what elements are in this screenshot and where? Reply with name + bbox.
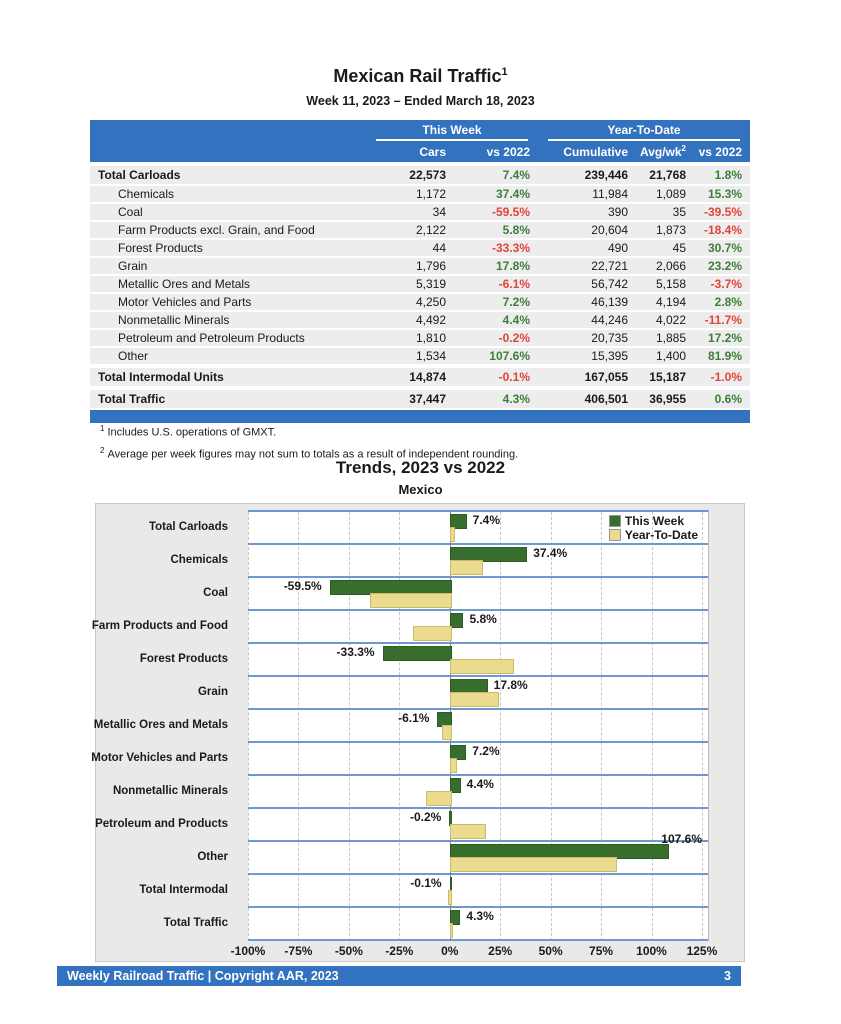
table-body	[90, 166, 750, 408]
chart-band	[248, 545, 708, 578]
cumulative-value: 15,395	[591, 349, 628, 363]
table-row	[90, 204, 750, 220]
bar-value-label: 4.4%	[466, 777, 494, 791]
footer-bar	[57, 966, 741, 986]
this-week-vs2022-value: 37.4%	[495, 187, 530, 201]
this-week-vs2022-value: 4.4%	[502, 313, 530, 327]
avg-per-week-value: 5,158	[655, 277, 686, 291]
bar-value-label: -0.1%	[410, 876, 442, 890]
this-week-vs2022-value: -33.3%	[491, 241, 530, 255]
ytd-vs2022-value: -11.7%	[704, 313, 742, 327]
chart-band	[248, 832, 708, 875]
x-tick-label: -100%	[230, 944, 266, 958]
cumulative-value: 490	[607, 241, 628, 255]
bar-ytd	[413, 626, 452, 641]
row-label: Total Traffic	[98, 392, 166, 406]
chart-band	[248, 908, 708, 941]
cumulative-value: 44,246	[591, 313, 628, 327]
title-footnote-marker: 1	[501, 66, 508, 78]
col-header-avgwk: Avg/$wk^2$	[639, 144, 686, 159]
avg-per-week-value: 4,194	[655, 295, 686, 309]
bar-value-label: 7.2%	[472, 744, 500, 758]
legend-item-ytd: Year-To-Date	[609, 528, 698, 542]
chart-band	[248, 743, 708, 776]
row-label: Petroleum and Petroleum Products	[118, 331, 305, 345]
this-week-vs2022-value: -0.2%	[498, 331, 530, 345]
chart-title: Trends, 2023 vs 2022	[335, 458, 506, 477]
avg-per-week-value: 1,400	[655, 349, 686, 363]
cumulative-value: 11,984	[592, 187, 628, 201]
cars-value: 37,447	[409, 392, 446, 406]
group-header-this-week: This Week	[366, 120, 538, 141]
ytd-vs2022-value: 1.8%	[714, 168, 742, 182]
x-tick-label: -75%	[284, 944, 313, 958]
category-label: Chemicals	[170, 553, 228, 566]
this-week-vs2022-value: 7.2%	[502, 295, 530, 309]
footer-text: Weekly Railroad Traffic | Copyright AAR, 2023	[67, 969, 339, 983]
trends-bar-chart	[91, 503, 745, 962]
table-row	[90, 312, 750, 328]
this-week-vs2022-value: -0.1%	[498, 370, 530, 384]
category-label: Other	[197, 850, 228, 863]
cumulative-value: 20,735	[591, 331, 628, 345]
category-label: Nonmetallic Minerals	[112, 784, 228, 797]
bar-ytd	[450, 659, 514, 674]
category-label: Metallic Ores and Metals	[93, 718, 228, 731]
chart-band	[248, 710, 708, 743]
table-row	[90, 390, 750, 408]
bar-value-label: 4.3%	[466, 909, 494, 923]
legend-swatch-this-week	[609, 515, 621, 527]
footnotes	[100, 420, 518, 463]
this-week-vs2022-value: 5.8%	[502, 223, 530, 237]
row-label: Total Intermodal Units	[98, 370, 224, 384]
ytd-vs2022-value: 17.2%	[707, 331, 742, 345]
category-label: Petroleum and Products	[95, 817, 228, 830]
table-row	[90, 222, 750, 238]
chart-band	[248, 776, 708, 809]
avg-per-week-value: 45	[672, 241, 686, 255]
row-label: Total Carloads	[98, 168, 181, 182]
cars-value: 14,874	[409, 370, 446, 384]
row-label: Nonmetallic Minerals	[118, 313, 230, 327]
row-label: Forest Products	[118, 241, 203, 255]
col-header-ytd-vs2022: vs 2022	[698, 144, 742, 159]
x-tick-label: 0%	[441, 944, 459, 958]
table-row	[90, 186, 750, 202]
chart-band	[248, 644, 708, 677]
ytd-vs2022-value: 2.8%	[714, 295, 742, 309]
bar-ytd	[442, 725, 451, 740]
chart-band	[248, 809, 708, 842]
bar-this-week	[450, 613, 464, 628]
table-row	[90, 294, 750, 310]
cumulative-value: 167,055	[584, 370, 628, 384]
this-week-vs2022-value: 7.4%	[502, 168, 530, 182]
bar-ytd	[450, 692, 499, 707]
row-label: Metallic Ores and Metals	[118, 277, 251, 291]
chart-band	[248, 611, 708, 644]
row-label: Chemicals	[118, 187, 175, 201]
bar-value-label: -6.1%	[398, 711, 430, 725]
table-row	[90, 276, 750, 292]
this-week-vs2022-value: 107.6%	[489, 349, 530, 363]
legend-item-this-week: This Week	[609, 514, 698, 528]
cars-value: 5,319	[415, 277, 446, 291]
cumulative-value: 46,139	[591, 295, 628, 309]
ytd-vs2022-value: -18.4%	[703, 223, 742, 237]
col-header-cars: Cars	[419, 144, 446, 159]
chart-subtitle: Mexico	[398, 482, 443, 497]
this-week-vs2022-value: -6.1%	[498, 277, 530, 291]
x-tick-label: 75%	[589, 944, 614, 958]
table-row	[90, 348, 750, 364]
traffic-table	[90, 120, 750, 423]
footnote-1: $^1$ Includes U.S. operations of GMXT.	[100, 424, 277, 439]
row-label: Grain	[118, 259, 148, 273]
col-header-tw-vs2022: vs 2022	[486, 144, 530, 159]
table-header	[90, 120, 750, 162]
avg-per-week-value: 21,768	[649, 168, 686, 182]
bar-this-week	[383, 646, 452, 661]
category-label: Forest Products	[139, 652, 228, 665]
ytd-vs2022-value: 30.7%	[707, 241, 742, 255]
cars-value: 22,573	[409, 168, 446, 182]
cars-value: 4,492	[415, 313, 446, 327]
x-tick-label: 25%	[488, 944, 513, 958]
bar-value-label: 37.4%	[533, 546, 568, 560]
row-label: Motor Vehicles and Parts	[118, 295, 252, 309]
cumulative-value: 406,501	[584, 392, 628, 406]
table-row	[90, 330, 750, 346]
category-label: Grain	[197, 685, 228, 698]
cars-value: 44	[432, 241, 446, 255]
cumulative-value: 390	[607, 205, 628, 219]
x-tick-label: -25%	[385, 944, 414, 958]
category-label: Coal	[203, 586, 228, 599]
avg-per-week-value: 2,066	[655, 259, 686, 273]
bar-ytd	[450, 758, 458, 773]
cumulative-value: 20,604	[591, 223, 628, 237]
cumulative-value: 239,446	[584, 168, 628, 182]
this-week-vs2022-value: 4.3%	[502, 392, 530, 406]
avg-per-week-value: 1,089	[655, 187, 686, 201]
category-label: Total Traffic	[163, 916, 228, 929]
x-tick-label: 125%	[686, 944, 718, 958]
footnote-2: $^2$ Average per week figures may not sum to totals as a result of independent rounding.	[100, 445, 519, 461]
plot-area	[248, 510, 709, 941]
group-header-ytd: Year-To-Date	[538, 120, 750, 141]
avg-per-week-value: 4,022	[655, 313, 686, 327]
this-week-vs2022-value: 17.8%	[495, 259, 530, 273]
avg-per-week-value: 36,955	[649, 392, 686, 406]
bar-ytd	[450, 923, 453, 938]
table-row	[90, 166, 750, 184]
bar-ytd	[426, 791, 452, 806]
ytd-vs2022-value: 23.2%	[707, 259, 742, 273]
bar-value-label: 107.6%	[661, 832, 702, 846]
bar-value-label: -0.2%	[410, 810, 442, 824]
ytd-vs2022-value: -1.0%	[710, 370, 742, 384]
bar-ytd	[450, 824, 487, 839]
bar-ytd	[370, 593, 452, 608]
legend-swatch-ytd	[609, 529, 621, 541]
row-label: Coal	[118, 205, 143, 219]
chart-band	[248, 875, 708, 908]
category-label: Farm Products and Food	[91, 619, 228, 632]
bar-ytd	[448, 890, 452, 905]
this-week-vs2022-value: -59.5%	[491, 205, 530, 219]
bar-value-label: -59.5%	[283, 579, 322, 593]
cars-value: 1,810	[415, 331, 446, 345]
page-subtitle: Week 11, 2023 – Ended March 18, 2023	[306, 94, 535, 108]
avg-per-week-value: 1,873	[655, 223, 686, 237]
bar-value-label: -33.3%	[336, 645, 375, 659]
cars-value: 4,250	[415, 295, 446, 309]
cars-value: 2,122	[415, 223, 446, 237]
row-label: Farm Products excl. Grain, and Food	[118, 223, 315, 237]
x-tick-label: 50%	[538, 944, 563, 958]
avg-per-week-value: 15,187	[649, 370, 686, 384]
avg-per-week-value: 35	[672, 205, 686, 219]
bar-ytd	[450, 527, 456, 542]
page-title-text: Mexican Rail Traffic	[333, 66, 502, 86]
ytd-vs2022-value: 0.6%	[714, 392, 742, 406]
ytd-vs2022-value: 15.3%	[707, 187, 742, 201]
category-label: Motor Vehicles and Parts	[91, 751, 228, 764]
table-row	[90, 240, 750, 256]
bar-value-label: 5.8%	[469, 612, 497, 626]
cumulative-value: 56,742	[591, 277, 628, 291]
bar-ytd	[450, 857, 617, 872]
chart-legend	[609, 514, 698, 542]
bar-value-label: 17.8%	[493, 678, 528, 692]
cars-value: 34	[432, 205, 446, 219]
x-tick-label: 100%	[636, 944, 667, 958]
cars-value: 1,534	[415, 349, 446, 363]
category-axis	[91, 510, 238, 939]
ytd-vs2022-value: -3.7%	[710, 277, 742, 291]
x-axis	[230, 944, 718, 960]
table-row	[90, 258, 750, 274]
avgwk-footnote-marker: 2	[681, 144, 686, 153]
cars-value: 1,796	[415, 259, 446, 273]
page-title	[0, 66, 841, 87]
chart-band	[248, 677, 708, 710]
chart-band	[248, 578, 708, 611]
row-label: Other	[118, 349, 149, 363]
page-number: 3	[724, 969, 731, 983]
cumulative-value: 22,721	[591, 259, 628, 273]
cars-value: 1,172	[415, 187, 446, 201]
bar-value-label: 7.4%	[472, 513, 501, 527]
bar-ytd	[450, 560, 483, 575]
ytd-vs2022-value: -39.5%	[703, 205, 742, 219]
avg-per-week-value: 1,885	[655, 331, 686, 345]
category-label: Total Carloads	[148, 520, 228, 533]
x-tick-label: -50%	[334, 944, 363, 958]
category-label: Total Intermodal	[139, 883, 228, 896]
ytd-vs2022-value: 81.9%	[707, 349, 742, 363]
col-header-cumulative: Cumulative	[563, 144, 628, 159]
table-row	[90, 368, 750, 386]
